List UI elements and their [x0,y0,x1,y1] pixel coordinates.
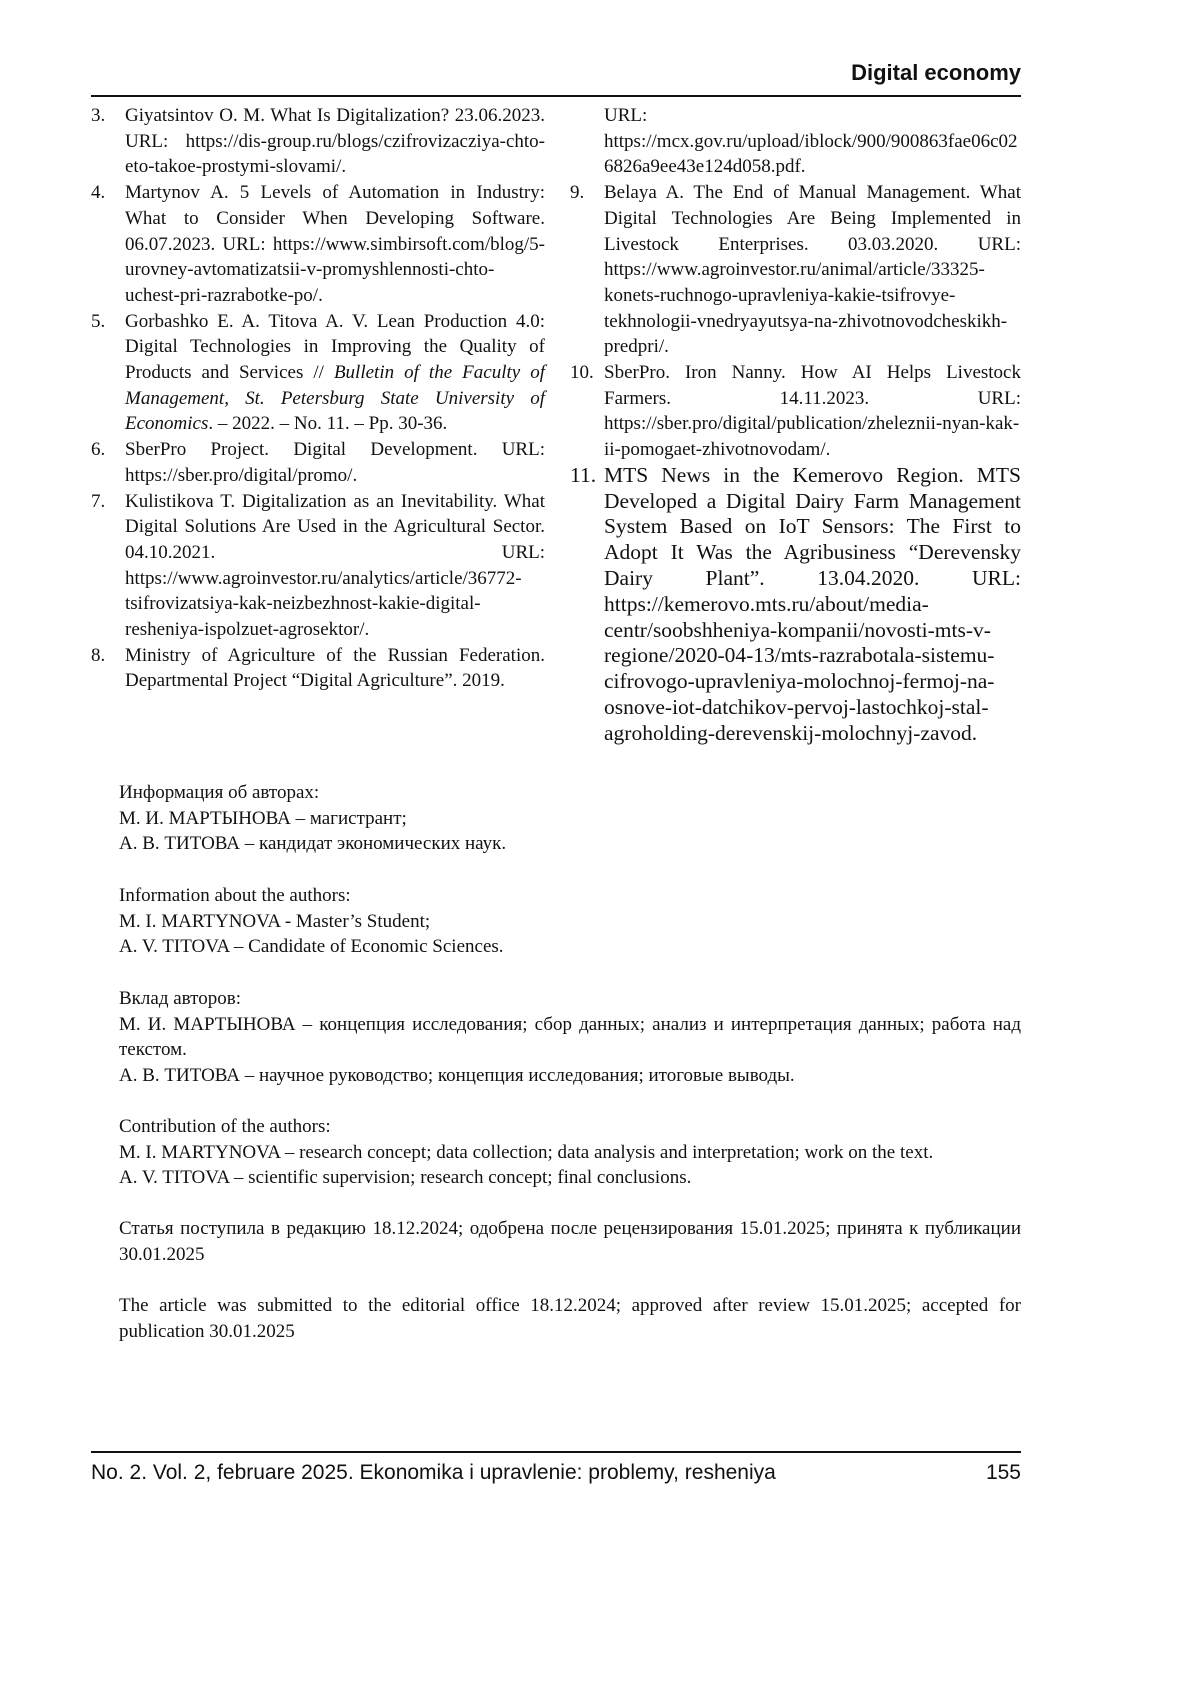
ref-number: 3. [91,103,125,180]
authors-info-en [119,883,1021,960]
ref-number: 8. [91,643,125,694]
reference-item [570,360,1021,463]
reference-item [570,180,1021,360]
ref-number: 9. [570,180,604,360]
ref-number: 7. [91,489,125,643]
section-header: Digital economy [851,60,1021,86]
ref-text-tail: . – 2022. – No. 11. – Pp. 30-36. [208,413,447,434]
article-dates-en [119,1293,1021,1344]
contribution-line: А. В. ТИТОВА – научное руководство; концепция исследования; итоговые выводы. [119,1063,1021,1089]
ref-number: 10. [570,360,604,463]
ref-text: SberPro. Iron Nanny. How AI Helps Livestock Farmers. 14.11.2023. URL: https://sber.pro/digital/publication/zheleznii-nyan-kak-ii-pomogaet-zhivotnovodam/. [604,360,1021,463]
ref-journal-italic: Bulletin of the Faculty of Management, St. Petersburg State University of Economics [125,362,545,434]
reference-item [91,103,545,180]
section-title: Information about the authors: [119,883,1021,909]
reference-item [91,437,545,488]
authors-info-ru [119,780,1021,857]
reference-item-continued [570,103,1021,180]
author-line: M. I. MARTYNOVA - Master’s Student; [119,909,1021,935]
ref-text: Belaya A. The End of Manual Management. What Digital Technologies Are Being Implemented in Livestock Enterprises. 03.03.2020. URL: https://www.agroinvestor.ru/animal/article/33325-konets-ruchnogo-upravleniya-kakie-tsifrovye-tekhnologii-vnedryayutsya-na-zhivotnovodcheskikh-predpri/. [604,180,1021,360]
ref-text-main: Gorbashko E. A. Titova A. V. Lean Production 4.0: Digital Technologies in Improving the Quality of Products and Services // [125,311,545,383]
page-number: 155 [986,1461,1021,1485]
journal-citation: No. 2. Vol. 2, februare 2025. Ekonomika i upravlenie: problemy, resheniya [91,1461,776,1485]
header-rule [91,95,1021,97]
ref-number [570,103,604,180]
reference-item [91,309,545,438]
ref-number: 5. [91,309,125,438]
ref-number: 6. [91,437,125,488]
article-dates-ru [119,1216,1021,1267]
reference-item [91,489,545,643]
references-left-column [91,103,545,694]
dates-text: The article was submitted to the editorial office 18.12.2024; approved after review 15.01.2025; accepted for publication 30.01.2025 [119,1293,1021,1344]
ref-text: Giyatsintov O. M. What Is Digitalization? 23.06.2023. URL: https://dis-group.ru/blogs/czifrovizacziya-chto-eto-takoe-prostymi-slovami/. [125,103,545,180]
ref-text: MTS News in the Kemerovo Region. MTS Developed a Digital Dairy Farm Management System Based on IoT Sensors: The First to Adopt It Was the Agribusiness “Derevensky Dairy Plant”. 13.04.2020. URL: https://kemerovo.mts.ru/about/media-centr/soobshheniya-kompanii/novosti-mts-v-regione/2020-04-13/mts-razrabotala-sistemu-cifrovogo-upravleniya-molochnoj-fermoj-na-osnove-iot-datchikov-pervoj-lastochkoj-stal-agroholding-derevenskij-molochnyj-zavod. [604,463,1021,747]
dates-text: Статья поступила в редакцию 18.12.2024; одобрена после рецензирования 15.01.2025; принята к публикации 30.01.2025 [119,1216,1021,1267]
page-footer [91,1461,1021,1485]
contribution-en [119,1114,1021,1191]
contribution-line: M. I. MARTYNOVA – research concept; data collection; data analysis and interpretation; work on the text. [119,1140,1021,1166]
ref-text: Kulistikova T. Digitalization as an Inevitability. What Digital Solutions Are Used in the Agricultural Sector. 04.10.2021. URL: https://www.agroinvestor.ru/analytics/article/36772-tsifrovizatsiya-kak-neizbezhnost-kakie-digital-resheniya-ispolzuet-agrosektor/. [125,489,545,643]
section-title: Contribution of the authors: [119,1114,1021,1140]
author-line: М. И. МАРТЫНОВА – магистрант; [119,806,1021,832]
ref-number: 4. [91,180,125,309]
references-right-column [570,103,1021,747]
contribution-line: A. V. TITOVA – scientific supervision; research concept; final conclusions. [119,1165,1021,1191]
reference-item [570,463,1021,747]
reference-item [91,643,545,694]
ref-text [125,309,545,438]
author-line: А. В. ТИТОВА – кандидат экономических наук. [119,831,1021,857]
reference-item [91,180,545,309]
ref-text: Ministry of Agriculture of the Russian Federation. Departmental Project “Digital Agriculture”. 2019. [125,643,545,694]
section-title: Вклад авторов: [119,986,1021,1012]
contribution-ru [119,986,1021,1089]
section-title: Информация об авторах: [119,780,1021,806]
contribution-line: М. И. МАРТЫНОВА – концепция исследования; сбор данных; анализ и интерпретация данных; работа над текстом. [119,1012,1021,1063]
ref-number: 11. [570,463,604,747]
ref-text: SberPro Project. Digital Development. URL: https://sber.pro/digital/promo/. [125,437,545,488]
ref-text: URL: https://mcx.gov.ru/upload/iblock/900/900863fae06c026826a9ee43e124d058.pdf. [604,103,1021,180]
ref-text: Martynov A. 5 Levels of Automation in Industry: What to Consider When Developing Software. 06.07.2023. URL: https://www.simbirsoft.com/blog/5-urovney-avtomatizatsii-v-promyshlennosti-chto-uchest-pri-razrabotke-po/. [125,180,545,309]
footer-rule [91,1451,1021,1453]
author-line: A. V. TITOVA – Candidate of Economic Sciences. [119,934,1021,960]
